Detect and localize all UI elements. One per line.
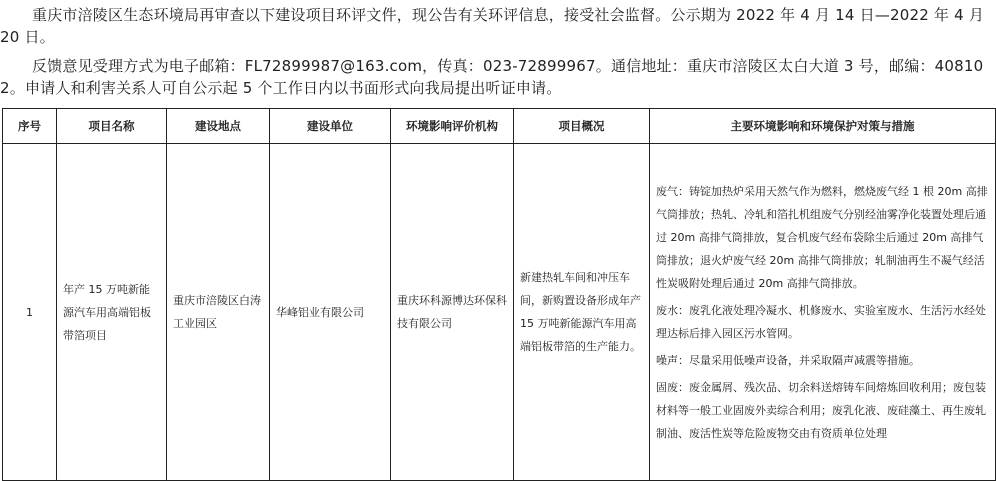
measure-gas: 废气：铸锭加热炉采用天然气作为燃料，燃烧废气经 1 根 20m 高排气筒排放；热轧、冷轧和箔扎机组废气分别经油雾净化装置处理后通过 20m 高排气筒排放，复合机废气经布袋除尘后通过 20m 高排气筒排放；退火炉废气经 20m 高排气筒排放；轧制油再生不凝气经活性炭吸附处理后通过 20m 高排气筒排放。: [656, 184, 988, 290]
intro-paragraph-announcement: 重庆市涪陵区生态环境局再审查以下建设项目环评文件，现公告有关环评信息，接受社会监督。公示期为 2022 年 4 月 14 日—2022 年 4 月 20 日。: [0, 6, 985, 46]
header-project-name: 项目名称: [57, 109, 167, 144]
cell-location: 重庆市涪陵区白涛工业园区: [167, 144, 270, 481]
measure-solid-waste: 固废：废金属屑、残次品、切余料送熔铸车间熔炼回收利用；废包装材料等一般工业固废外卖综合利用；废乳化液、废硅藻土、再生废轧制油、废活性炭等危险废物交由有资质单位处理: [656, 380, 986, 440]
notice-intro: [0, 0, 996, 99]
cell-measures: [650, 144, 996, 481]
header-measures: 主要环境影响和环境保护对策与措施: [650, 109, 996, 144]
header-overview: 项目概况: [514, 109, 650, 144]
header-location: 建设地点: [167, 109, 270, 144]
table-header-row: [3, 109, 996, 144]
intro-paragraph-feedback: 反馈意见受理方式为电子邮箱：FL72899987@163.com，传真：023-72899967。通信地址：重庆市涪陵区太白大道 3 号，邮编：408102。申请人和利害关系人可自公示起 5 个工作日内以书面形式向我局提出听证申请。: [0, 57, 984, 97]
measure-noise: 噪声：尽量采用低噪声设备，并采取隔声减震等措施。: [656, 353, 920, 367]
cell-overview: 新建热轧车间和冲压车间，新购置设备形成年产 15 万吨新能源汽车用高端铝板带箔的生产能力。: [514, 144, 650, 481]
table-row: [3, 144, 996, 481]
header-no: 序号: [3, 109, 57, 144]
project-table: [2, 108, 996, 481]
header-eia-agency: 环境影响评价机构: [391, 109, 514, 144]
cell-eia-agency: 重庆环科源博达环保科技有限公司: [391, 144, 514, 481]
measure-water: 废水：废乳化液处理冷凝水、机修废水、实验室废水、生活污水经处理达标后排入园区污水管网。: [656, 303, 986, 340]
cell-no: 1: [3, 144, 57, 481]
cell-project-name: 年产 15 万吨新能源汽车用高端铝板带箔项目: [57, 144, 167, 481]
header-builder: 建设单位: [270, 109, 391, 144]
cell-builder: 华峰铝业有限公司: [270, 144, 391, 481]
